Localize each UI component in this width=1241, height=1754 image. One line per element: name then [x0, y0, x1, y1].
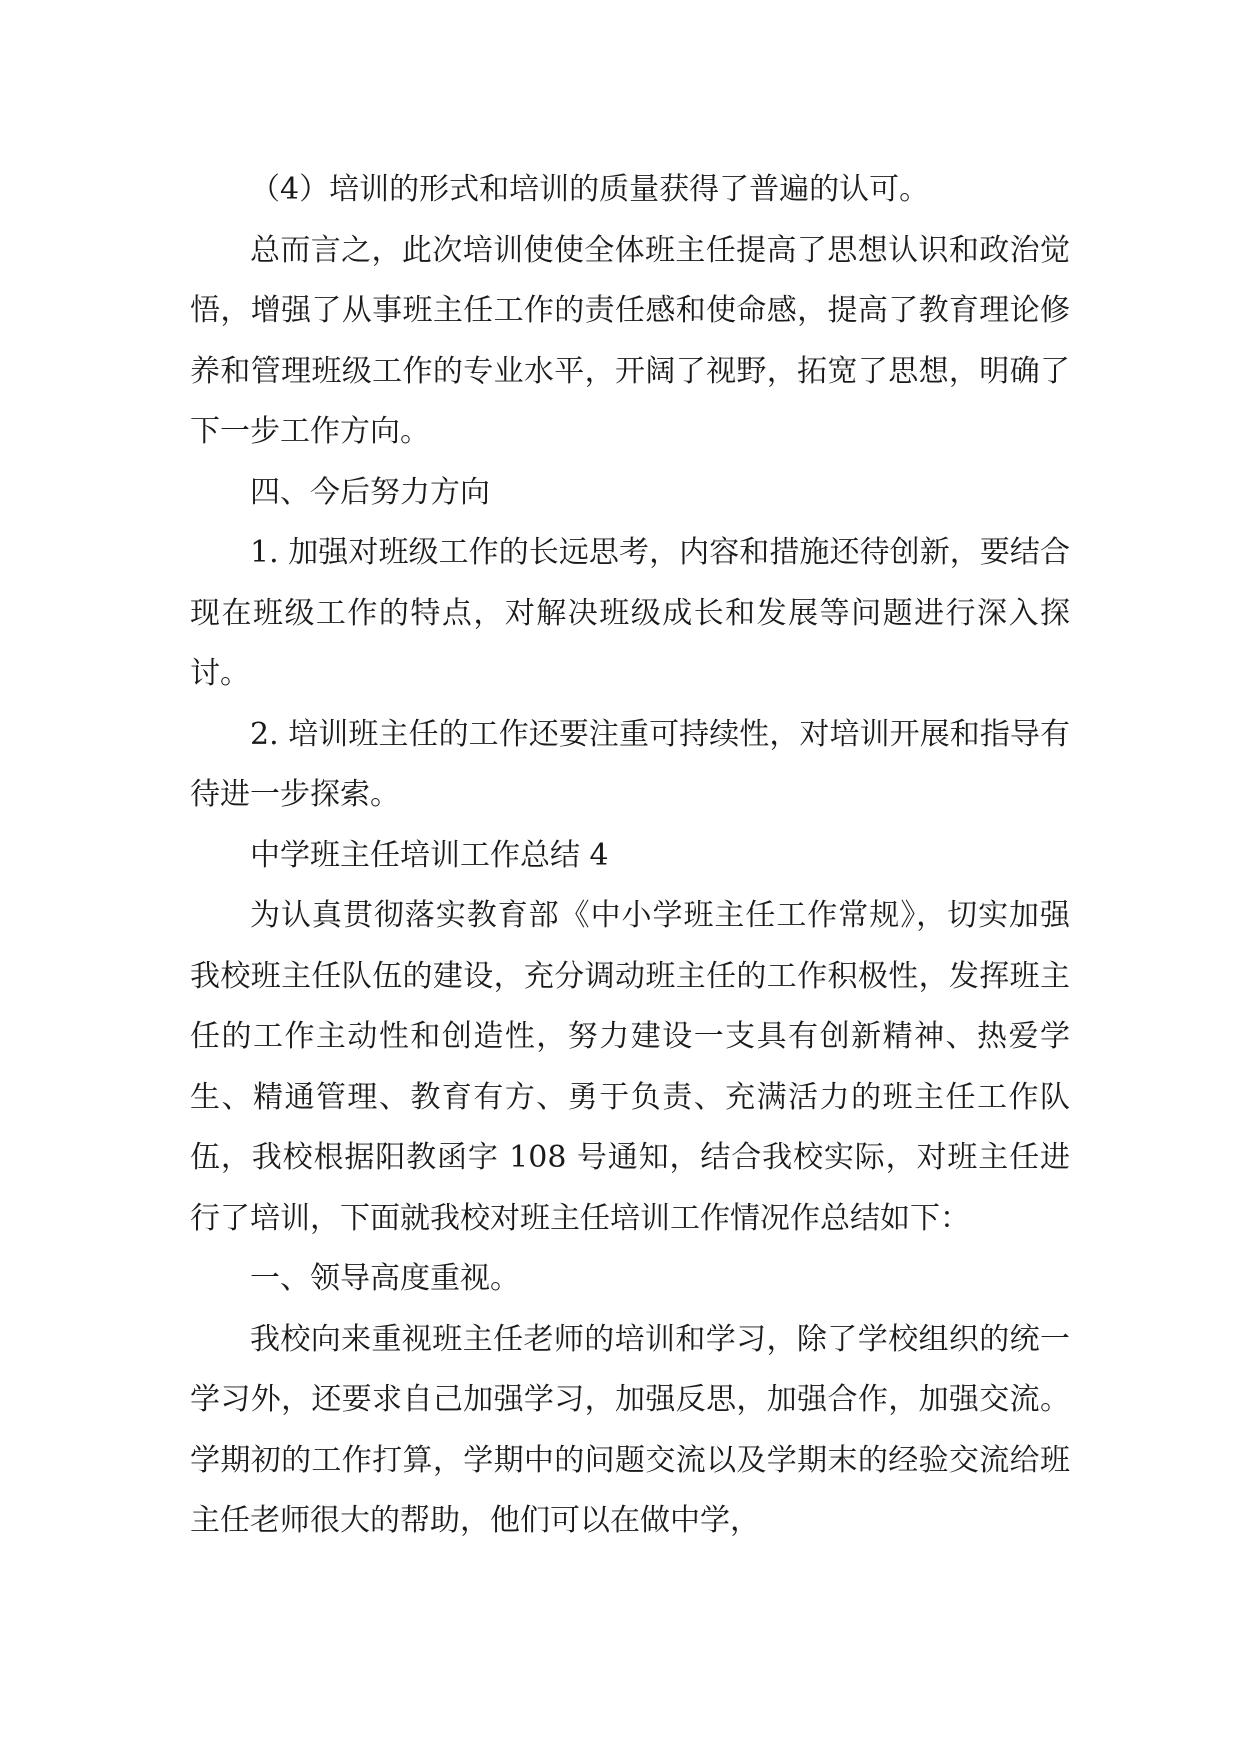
paragraph-summary: 总而言之，此次培训使使全体班主任提高了思想认识和政治觉悟，增强了从事班主任工作的责任感和使命感，提高了教育理论修养和管理班级工作的专业水平，开阔了视野，拓宽了思想，明确了下一步工作方向。 — [190, 232, 1070, 449]
section-heading-future-direction: 四、今后努力方向 — [250, 474, 490, 510]
paragraph-training-quality: （4）培训的形式和培训的质量获得了普遍的认可。 — [250, 172, 930, 207]
section-heading-leadership: 一、领导高度重视。 — [250, 1261, 520, 1296]
paragraph-intro: 为认真贯彻落实教育部《中小学班主任工作常规》，切实加强我校班主任队伍的建设，充分调动班主任的工作积极性，发挥班主任的工作主动性和创造性，努力建设一支具有创新精神、热爱学生、精通管理、教育有方、勇于负责、充满活力的班主任工作队伍，我校根据阳教函字 108 号通知，结合我校实际，对班主任进行了培训，下面就我校对班主任培训工作情况作总结如下： — [190, 898, 1070, 1236]
article-title-summary-4: 中学班主任培训工作总结 4 — [250, 837, 609, 873]
document-body — [190, 160, 1070, 1552]
paragraph-item-1: 1. 加强对班级工作的长远思考，内容和措施还待创新，要结合现在班级工作的特点，对解决班级成长和发展等问题进行深入探讨。 — [190, 535, 1070, 691]
paragraph-leadership: 我校向来重视班主任老师的培训和学习，除了学校组织的统一学习外，还要求自己加强学习，加强反思，加强合作，加强交流。学期初的工作打算，学期中的问题交流以及学期末的经验交流给班主任老师很大的帮助，他们可以在做中学， — [190, 1321, 1070, 1538]
paragraph-item-2: 2. 培训班主任的工作还要注重可持续性，对培训开展和指导有待进一步探索。 — [190, 716, 1070, 812]
